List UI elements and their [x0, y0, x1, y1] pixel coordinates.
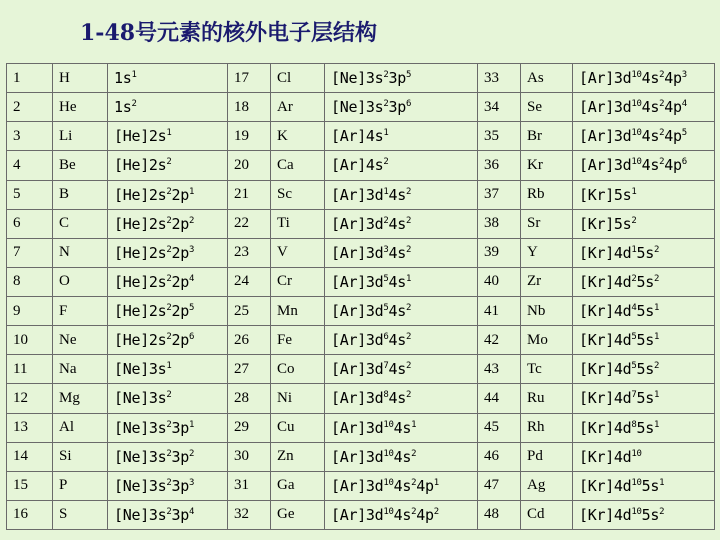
element-symbol: Ru	[521, 384, 573, 413]
element-symbol: Zn	[271, 442, 325, 471]
atomic-number: 39	[478, 238, 521, 267]
electron-configuration: $[He]2s^22p^3$	[108, 238, 228, 267]
electron-configuration: $[Ne]3s^23p^6$	[325, 93, 478, 122]
electron-configuration: $[Kr]4d^15s^2$	[573, 238, 715, 267]
atomic-number: 44	[478, 384, 521, 413]
element-symbol: Y	[521, 238, 573, 267]
element-symbol: Cl	[271, 64, 325, 93]
element-symbol: Pd	[521, 442, 573, 471]
element-symbol: S	[53, 500, 108, 529]
atomic-number: 30	[228, 442, 271, 471]
element-symbol: Kr	[521, 151, 573, 180]
element-symbol: Br	[521, 122, 573, 151]
table-row	[7, 151, 715, 180]
electron-configuration: $[Kr]4d^55s^2$	[573, 355, 715, 384]
electron-configuration: $[Ar]3d^74s^2$	[325, 355, 478, 384]
element-symbol: Nb	[521, 297, 573, 326]
atomic-number: 6	[7, 209, 53, 238]
atomic-number: 36	[478, 151, 521, 180]
electron-configuration: $[He]2s^2$	[108, 151, 228, 180]
atomic-number: 12	[7, 384, 53, 413]
atomic-number: 26	[228, 326, 271, 355]
atomic-number: 18	[228, 93, 271, 122]
atomic-number: 46	[478, 442, 521, 471]
element-symbol: Mo	[521, 326, 573, 355]
electron-configuration: $[Ne]3s^23p^3$	[108, 471, 228, 500]
table-row	[7, 267, 715, 296]
electron-configuration: $[Ar]3d^{10}4s^2$	[325, 442, 478, 471]
element-symbol: Rh	[521, 413, 573, 442]
element-symbol: Na	[53, 355, 108, 384]
element-symbol: Fe	[271, 326, 325, 355]
electron-configuration: $[Ne]3s^23p^2$	[108, 442, 228, 471]
atomic-number: 20	[228, 151, 271, 180]
atomic-number: 15	[7, 471, 53, 500]
element-symbol: K	[271, 122, 325, 151]
element-symbol: C	[53, 209, 108, 238]
element-symbol: Ga	[271, 471, 325, 500]
atomic-number: 41	[478, 297, 521, 326]
electron-configuration: $[Ne]3s^1$	[108, 355, 228, 384]
electron-configuration: $[Kr]4d^75s^1$	[573, 384, 715, 413]
table-row	[7, 413, 715, 442]
atomic-number: 28	[228, 384, 271, 413]
atomic-number: 19	[228, 122, 271, 151]
electron-configuration: $[Kr]4d^55s^1$	[573, 326, 715, 355]
atomic-number: 10	[7, 326, 53, 355]
electron-configuration: $[Ar]4s^1$	[325, 122, 478, 151]
electron-configuration: $[Kr]4d^{10}$	[573, 442, 715, 471]
element-symbol: Mn	[271, 297, 325, 326]
element-symbol: Tc	[521, 355, 573, 384]
table-row	[7, 180, 715, 209]
atomic-number: 3	[7, 122, 53, 151]
electron-configuration: $[He]2s^22p^5$	[108, 297, 228, 326]
atomic-number: 22	[228, 209, 271, 238]
table-row	[7, 500, 715, 529]
atomic-number: 21	[228, 180, 271, 209]
table-row	[7, 326, 715, 355]
electron-configuration: $[Ne]3s^23p^5$	[325, 64, 478, 93]
atomic-number: 32	[228, 500, 271, 529]
element-symbol: F	[53, 297, 108, 326]
electron-configuration: $[Ar]3d^{10}4s^24p^3$	[573, 64, 715, 93]
atomic-number: 34	[478, 93, 521, 122]
electron-configuration: $[Ar]3d^24s^2$	[325, 209, 478, 238]
atomic-number: 31	[228, 471, 271, 500]
electron-configuration: $[Ar]3d^34s^2$	[325, 238, 478, 267]
element-symbol: He	[53, 93, 108, 122]
element-symbol: Sc	[271, 180, 325, 209]
table-row	[7, 384, 715, 413]
atomic-number: 37	[478, 180, 521, 209]
table-row	[7, 93, 715, 122]
element-symbol: Se	[521, 93, 573, 122]
electron-configuration: $[Ne]3s^2$	[108, 384, 228, 413]
electron-configuration: $[Ar]3d^{10}4s^24p^1$	[325, 471, 478, 500]
element-symbol: V	[271, 238, 325, 267]
element-symbol: Ca	[271, 151, 325, 180]
electron-configuration: $[Ar]4s^2$	[325, 151, 478, 180]
electron-configuration: $[Ar]3d^{10}4s^24p^4$	[573, 93, 715, 122]
table-row	[7, 238, 715, 267]
electron-configuration: $[Ar]3d^{10}4s^24p^2$	[325, 500, 478, 529]
electron-configuration: $[Ne]3s^23p^4$	[108, 500, 228, 529]
electron-configuration: $[Ar]3d^64s^2$	[325, 326, 478, 355]
atomic-number: 17	[228, 64, 271, 93]
element-symbol: Ti	[271, 209, 325, 238]
element-symbol: Be	[53, 151, 108, 180]
table-row	[7, 355, 715, 384]
element-symbol: Mg	[53, 384, 108, 413]
electron-configuration: $[Kr]5s^2$	[573, 209, 715, 238]
table-row	[7, 471, 715, 500]
electron-configuration: $[Ar]3d^14s^2$	[325, 180, 478, 209]
element-symbol: Sr	[521, 209, 573, 238]
atomic-number: 27	[228, 355, 271, 384]
atomic-number: 2	[7, 93, 53, 122]
electron-configuration: $[He]2s^1$	[108, 122, 228, 151]
atomic-number: 23	[228, 238, 271, 267]
atomic-number: 14	[7, 442, 53, 471]
atomic-number: 47	[478, 471, 521, 500]
atomic-number: 45	[478, 413, 521, 442]
electron-configuration: $1s^2$	[108, 93, 228, 122]
element-symbol: Ar	[271, 93, 325, 122]
atomic-number: 35	[478, 122, 521, 151]
element-symbol: Rb	[521, 180, 573, 209]
element-symbol: Cu	[271, 413, 325, 442]
atomic-number: 29	[228, 413, 271, 442]
electron-configuration: $[Kr]4d^45s^1$	[573, 297, 715, 326]
electron-configuration: $[Ar]3d^{10}4s^24p^6$	[573, 151, 715, 180]
atomic-number: 5	[7, 180, 53, 209]
atomic-number: 16	[7, 500, 53, 529]
element-symbol: Ge	[271, 500, 325, 529]
element-symbol: Ag	[521, 471, 573, 500]
electron-configuration: $[He]2s^22p^2$	[108, 209, 228, 238]
electron-configuration-table	[6, 63, 715, 530]
element-symbol: Li	[53, 122, 108, 151]
element-symbol: Co	[271, 355, 325, 384]
electron-configuration: $[Ar]3d^{10}4s^1$	[325, 413, 478, 442]
table-row	[7, 209, 715, 238]
atomic-number: 1	[7, 64, 53, 93]
atomic-number: 42	[478, 326, 521, 355]
electron-configuration: $[He]2s^22p^6$	[108, 326, 228, 355]
element-symbol: H	[53, 64, 108, 93]
element-symbol: Cr	[271, 267, 325, 296]
electron-configuration: $[Ar]3d^{10}4s^24p^5$	[573, 122, 715, 151]
electron-configuration: $[Ar]3d^54s^2$	[325, 297, 478, 326]
element-symbol: B	[53, 180, 108, 209]
electron-configuration: $[Kr]4d^85s^1$	[573, 413, 715, 442]
element-symbol: Ne	[53, 326, 108, 355]
atomic-number: 48	[478, 500, 521, 529]
atomic-number: 40	[478, 267, 521, 296]
element-symbol: O	[53, 267, 108, 296]
element-symbol: Ni	[271, 384, 325, 413]
atomic-number: 11	[7, 355, 53, 384]
electron-configuration: $[Kr]5s^1$	[573, 180, 715, 209]
electron-configuration: $[Ar]3d^84s^2$	[325, 384, 478, 413]
element-symbol: As	[521, 64, 573, 93]
table-row	[7, 297, 715, 326]
element-symbol: N	[53, 238, 108, 267]
electron-configuration: $[Ne]3s^23p^1$	[108, 413, 228, 442]
atomic-number: 24	[228, 267, 271, 296]
atomic-number: 4	[7, 151, 53, 180]
atomic-number: 43	[478, 355, 521, 384]
element-symbol: P	[53, 471, 108, 500]
atomic-number: 7	[7, 238, 53, 267]
table-row	[7, 64, 715, 93]
atomic-number: 8	[7, 267, 53, 296]
table-row	[7, 442, 715, 471]
element-symbol: Cd	[521, 500, 573, 529]
electron-configuration: $[Kr]4d^25s^2$	[573, 267, 715, 296]
electron-configuration: $[Ar]3d^54s^1$	[325, 267, 478, 296]
electron-configuration: $1s^1$	[108, 64, 228, 93]
atomic-number: 13	[7, 413, 53, 442]
electron-configuration: $[Kr]4d^{10}5s^2$	[573, 500, 715, 529]
electron-configuration: $[Kr]4d^{10}5s^1$	[573, 471, 715, 500]
atomic-number: 9	[7, 297, 53, 326]
element-symbol: Si	[53, 442, 108, 471]
atomic-number: 33	[478, 64, 521, 93]
electron-configuration: $[He]2s^22p^1$	[108, 180, 228, 209]
electron-configuration: $[He]2s^22p^4$	[108, 267, 228, 296]
element-symbol: Zr	[521, 267, 573, 296]
page-title: 1-48号元素的核外电子层结构	[80, 20, 378, 46]
element-symbol: Al	[53, 413, 108, 442]
table-row	[7, 122, 715, 151]
atomic-number: 25	[228, 297, 271, 326]
atomic-number: 38	[478, 209, 521, 238]
